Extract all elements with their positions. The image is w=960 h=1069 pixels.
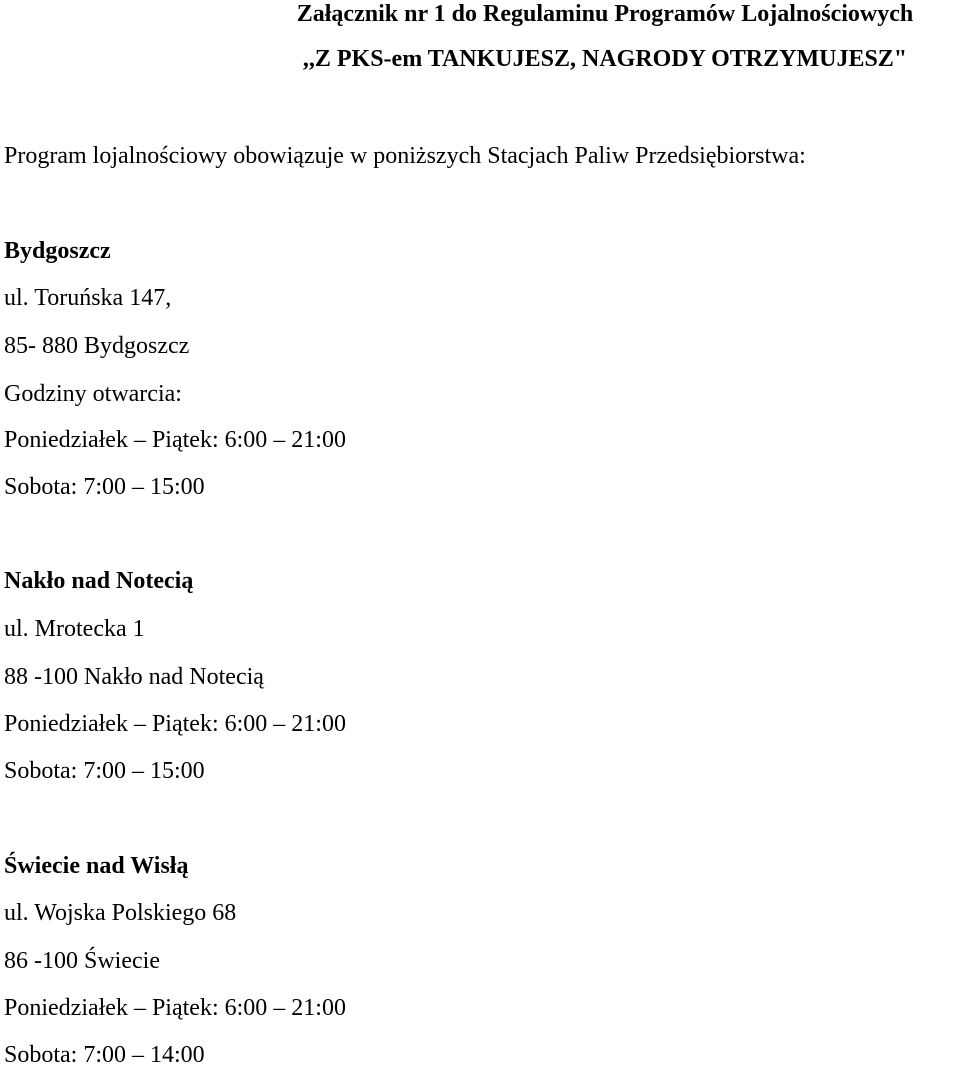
station-city: Nakło nad Notecią <box>4 568 194 594</box>
document-subtitle: ,,Z PKS-em TANKUJESZ, NAGRODY OTRZYMUJESZ" <box>302 46 908 72</box>
station-postal: 86 -100 Świecie <box>4 948 160 974</box>
station-city: Bydgoszcz <box>4 238 111 264</box>
station-postal: 85- 880 Bydgoszcz <box>4 333 190 359</box>
station-weekday-hours: Poniedziałek – Piątek: 6:00 – 21:00 <box>4 711 346 737</box>
station-street: ul. Toruńska 147, <box>4 285 172 311</box>
intro-text: Program lojalnościowy obowiązuje w poniższych Stacjach Paliw Przedsiębiorstwa: <box>4 143 806 169</box>
station-weekday-hours: Poniedziałek – Piątek: 6:00 – 21:00 <box>4 427 346 453</box>
station-saturday-hours: Sobota: 7:00 – 14:00 <box>4 1042 205 1068</box>
station-weekday-hours: Poniedziałek – Piątek: 6:00 – 21:00 <box>4 995 346 1021</box>
station-hours-label: Godziny otwarcia: <box>4 381 182 407</box>
station-city: Świecie nad Wisłą <box>4 853 189 879</box>
station-saturday-hours: Sobota: 7:00 – 15:00 <box>4 474 205 500</box>
station-saturday-hours: Sobota: 7:00 – 15:00 <box>4 758 205 784</box>
station-street: ul. Wojska Polskiego 68 <box>4 900 237 926</box>
document-title: Załącznik nr 1 do Regulaminu Programów Lojalnościowych <box>296 1 914 27</box>
station-postal: 88 -100 Nakło nad Notecią <box>4 664 264 690</box>
station-street: ul. Mrotecka 1 <box>4 616 145 642</box>
